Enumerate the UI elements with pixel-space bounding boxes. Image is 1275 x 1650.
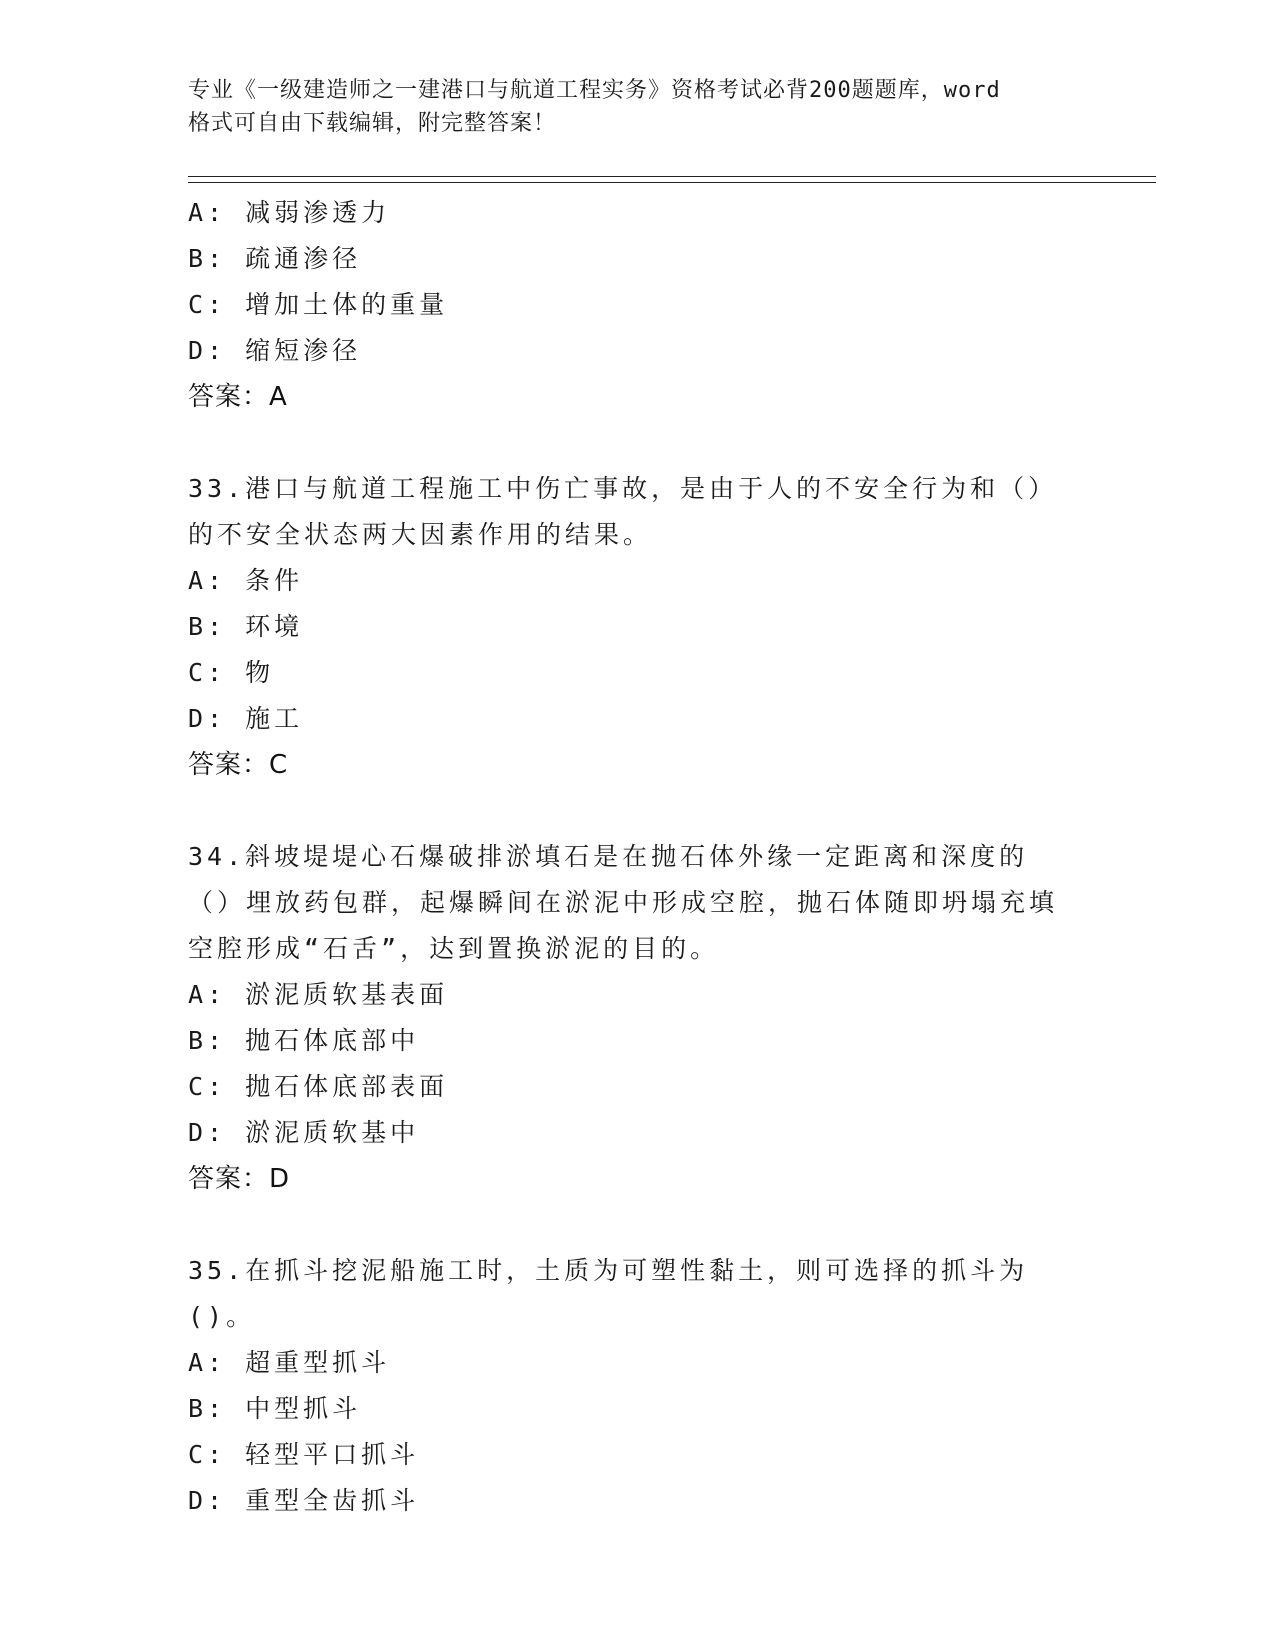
- question-content: [188, 190, 1088, 1524]
- option-d: D: 淤泥质软基中: [188, 1118, 420, 1147]
- option-c: C: 抛石体底部表面: [188, 1072, 449, 1101]
- header-divider-top: [188, 176, 1156, 177]
- option-a: A: 淤泥质软基表面: [188, 980, 449, 1009]
- header-divider-bottom: [188, 182, 1156, 183]
- question-stem: 33.港口与航道工程施工中伤亡事故，是由于人的不安全行为和（）的不安全状态两大因素作用的结果。: [188, 474, 1058, 549]
- option-d: D: 施工: [188, 704, 304, 733]
- question-32-tail: [188, 190, 1088, 420]
- question-35: [188, 1248, 1088, 1524]
- option-c: C: 物: [188, 658, 275, 687]
- answer-line: 答案：D: [188, 1164, 291, 1194]
- option-d: D: 重型全齿抓斗: [188, 1486, 420, 1515]
- option-a: A: 条件: [188, 566, 304, 595]
- option-a: A: 减弱渗透力: [188, 198, 391, 227]
- spacer: [188, 420, 1088, 466]
- document-header: [188, 74, 1088, 140]
- option-c: C: 轻型平口抓斗: [188, 1440, 420, 1469]
- option-b: B: 抛石体底部中: [188, 1026, 420, 1055]
- question-stem: 34.斜坡堤堤心石爆破排淤填石是在抛石体外缘一定距离和深度的（）埋放药包群，起爆瞬间在淤泥中形成空腔，抛石体随即坍塌充填空腔形成“石舌”，达到置换淤泥的目的。: [188, 842, 1059, 963]
- question-stem: 35.在抓斗挖泥船施工时，土质为可塑性黏土，则可选择的抓斗为()。: [188, 1256, 1029, 1331]
- spacer: [188, 788, 1088, 834]
- option-d: D: 缩短渗径: [188, 336, 362, 365]
- header-line-1: 专业《一级建造师之一建港口与航道工程实务》资格考试必背200题题库，word: [188, 78, 1001, 103]
- answer-line: 答案：A: [188, 382, 288, 412]
- answer-line: 答案：C: [188, 750, 289, 780]
- question-33: [188, 466, 1088, 788]
- option-b: B: 疏通渗径: [188, 244, 362, 273]
- option-a: A: 超重型抓斗: [188, 1348, 391, 1377]
- option-b: B: 中型抓斗: [188, 1394, 362, 1423]
- header-line-2: 格式可自由下载编辑，附完整答案！: [188, 111, 557, 136]
- option-b: B: 环境: [188, 612, 304, 641]
- question-34: [188, 834, 1088, 1202]
- option-c: C: 增加土体的重量: [188, 290, 449, 319]
- spacer: [188, 1202, 1088, 1248]
